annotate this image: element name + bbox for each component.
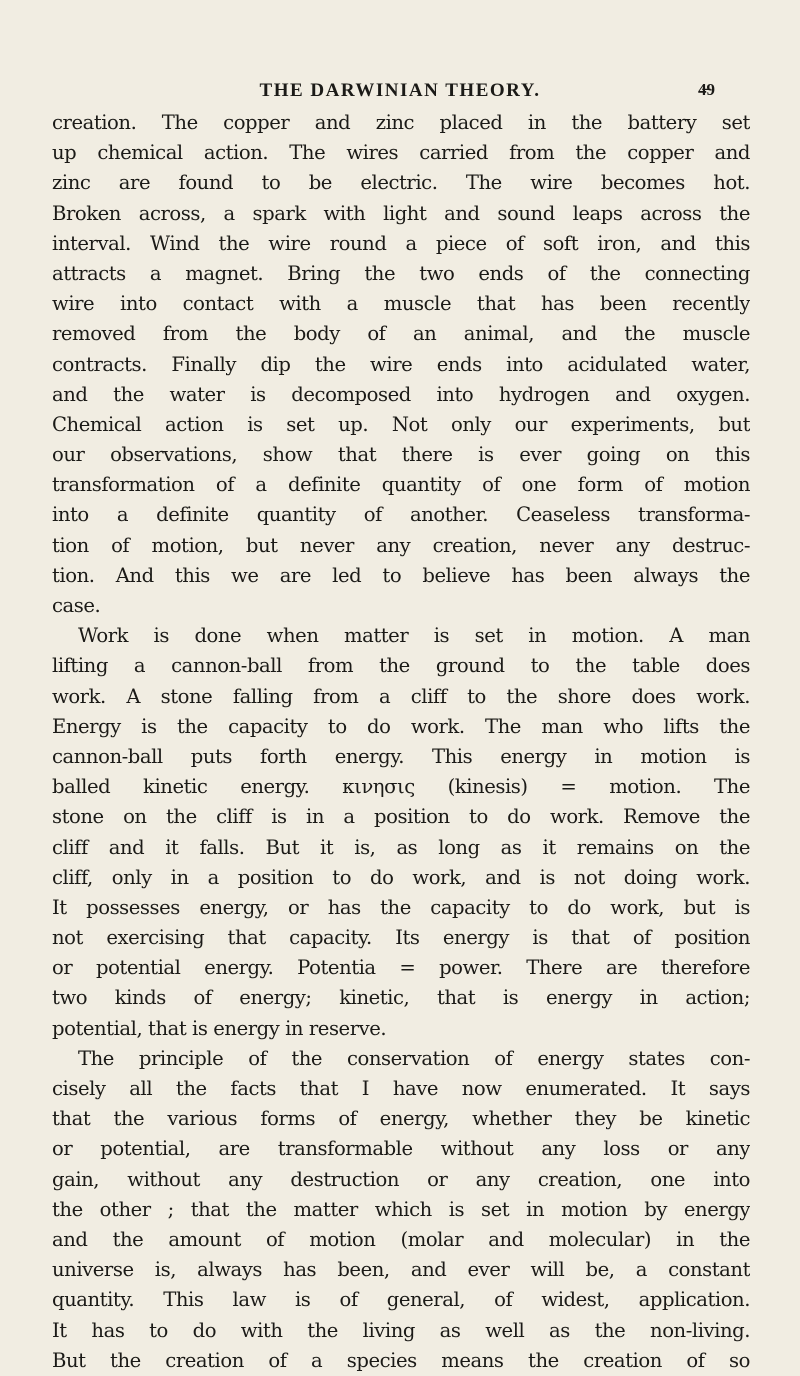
- text-line: Broken across, a spark with light and sound leaps across the: [52, 201, 750, 225]
- text-line: It has to do with the living as well as the non-living.: [52, 1318, 750, 1342]
- text-line: tion. And this we are led to believe has been always the: [52, 563, 750, 587]
- text-line: gain, without any destruction or any creation, one into: [52, 1167, 750, 1191]
- text-line: contracts. Finally dip the wire ends into acidulated water,: [52, 352, 750, 376]
- text-line: that the various forms of energy, whether they be kinetic: [52, 1107, 750, 1131]
- text-line: attracts a magnet. Bring the two ends of the connecting: [52, 261, 750, 285]
- page-number: 4̶9: [698, 80, 715, 99]
- text-line: lifting a cannon-ball from the ground to the table does: [52, 654, 750, 678]
- text-line: creation. The copper and zinc placed in the battery set: [52, 111, 750, 134]
- text-line: But the creation of a species means the creation of so: [52, 1348, 750, 1372]
- text-line: Chemical action is set up. Not only our experiments, but: [52, 412, 750, 436]
- text-line: Work is done when matter is set in motion. A man: [78, 624, 750, 648]
- running-head: THE DARWINIAN THEORY.: [259, 80, 541, 101]
- text-line: interval. Wind the wire round a piece of soft iron, and this: [52, 231, 750, 255]
- text-line: cliff and it falls. But it is, as long as it remains on the: [52, 835, 750, 859]
- text-line: transformation of a definite quantity of one form of motion: [52, 473, 750, 497]
- text-line: our observations, show that there is ever going on this: [52, 443, 750, 467]
- text-line: the other ; that the matter which is set in motion by energy: [52, 1197, 750, 1221]
- text-line: cannon-ball puts forth energy. This energy in motion is: [52, 744, 750, 768]
- text-line: Energy is the capacity to do work. The man who lifts the: [52, 714, 750, 738]
- text-line: universe is, always has been, and ever will be, a constant: [52, 1258, 750, 1282]
- text-line: stone on the cliff is in a position to do work. Remove the: [52, 805, 750, 829]
- body-text: [52, 108, 750, 1376]
- text-line: into a definite quantity of another. Ceaseless transforma-: [52, 503, 750, 527]
- text-line: It possesses energy, or has the capacity to do work, but is: [52, 895, 750, 919]
- text-line: tion of motion, but never any creation, never any destruc-: [52, 533, 750, 557]
- text-line: balled kinetic energy. κινησις (kinesis) = motion. The: [52, 775, 750, 799]
- text-line: or potential, are transformable without any loss or any: [52, 1137, 750, 1161]
- text-line: up chemical action. The wires carried from the copper and: [52, 141, 750, 165]
- text-line: two kinds of energy; kinetic, that is energy in action;: [52, 986, 750, 1010]
- text-line: wire into contact with a muscle that has been recently: [52, 292, 750, 316]
- text-line: and the water is decomposed into hydrogen and oxygen.: [52, 382, 750, 406]
- text-line: work. A stone falling from a cliff to the shore does work.: [52, 684, 750, 708]
- text-line: not exercising that capacity. Its energy is that of position: [52, 926, 750, 950]
- text-line: and the amount of motion (molar and molecular) in the: [52, 1227, 750, 1251]
- text-line: or potential energy. Potentia = power. There are therefore: [52, 956, 750, 980]
- text-line: removed from the body of an animal, and the muscle: [52, 322, 750, 346]
- text-line: cliff, only in a position to do work, and is not doing work.: [52, 865, 750, 889]
- text-line: cisely all the facts that I have now enumerated. It says: [52, 1077, 750, 1100]
- text-line: zinc are found to be electric. The wire becomes hot.: [52, 171, 750, 195]
- text-line: The principle of the conservation of energy states con-: [78, 1046, 750, 1070]
- text-line: quantity. This law is of general, of widest, application.: [52, 1288, 750, 1312]
- text-line: case.: [52, 594, 101, 617]
- text-line: potential, that is energy in reserve.: [52, 1016, 387, 1040]
